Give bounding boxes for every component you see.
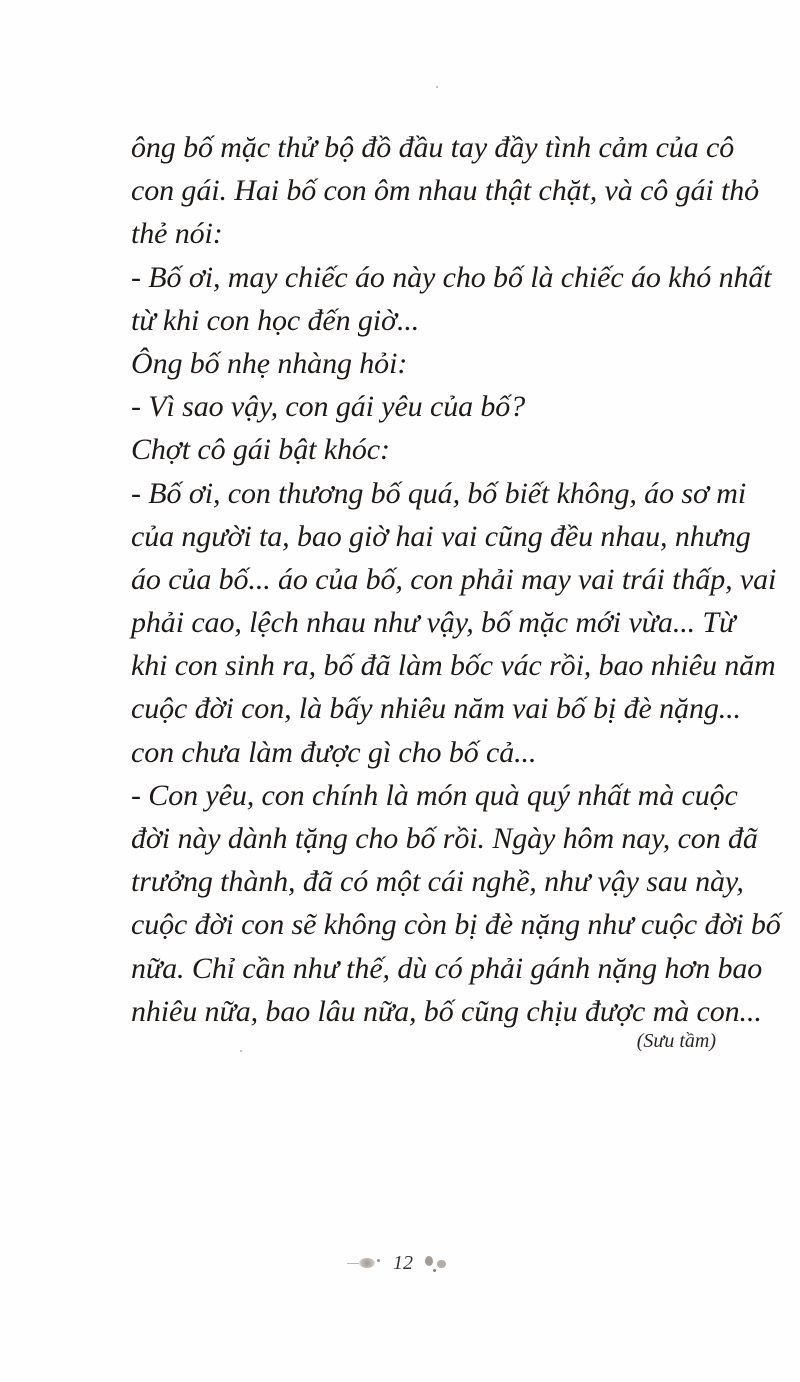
text-line: nhiêu nữa, bao lâu nữa, bố cũng chịu được mà con... (131, 994, 762, 1028)
text-line: cuộc đời con sẽ không còn bị đè nặng như cuộc đời bố (131, 908, 781, 942)
text-line: - Vì sao vậy, con gái yêu của bố? (131, 390, 526, 424)
text-line: con gái. Hai bố con ôm nhau thật chặt, và cô gái thỏ (131, 174, 760, 208)
text-line: khi con sinh ra, bố đã làm bốc vác rồi, bao nhiêu năm (131, 649, 776, 683)
text-line: ông bố mặc thử bộ đồ đầu tay đầy tình cảm của cô (131, 131, 735, 164)
text-line: phải cao, lệch nhau như vậy, bố mặc mới vừa... Từ (131, 606, 736, 640)
source-attribution: (Sưu tầm) (636, 1030, 716, 1052)
text-line: - Bố ơi, may chiếc áo này cho bố là chiếc áo khó nhất (131, 260, 772, 294)
floral-ornament-right-icon (423, 1254, 453, 1272)
text-line: - Con yêu, con chính là món quà quý nhất mà cuộc (131, 778, 738, 812)
text-line: nữa. Chỉ cần như thế, dù có phải gánh nặng hơn bao (131, 951, 763, 985)
text-line: trưởng thành, đã có một cái nghề, như vậy sau này, (131, 865, 744, 899)
page-number: 12 (393, 1251, 413, 1274)
paper-speck (436, 86, 438, 88)
text-line: của người ta, bao giờ hai vai cũng đều nhau, nhưng (131, 519, 751, 553)
text-line: đời này dành tặng cho bố rồi. Ngày hôm nay, con đã (131, 822, 758, 855)
text-line: cuộc đời con, là bấy nhiêu năm vai bố bị đè nặng... (131, 692, 741, 726)
floral-ornament-left-icon (347, 1255, 383, 1271)
text-line: con chưa làm được gì cho bố cả... (131, 735, 537, 769)
page-footer (0, 1248, 800, 1278)
text-line: áo của bố... áo của bố, con phải may vai trái thấp, vai (131, 562, 777, 596)
text-line: Chợt cô gái bật khóc: (131, 433, 390, 467)
text-line: - Bố ơi, con thương bố quá, bố biết không, áo sơ mi (131, 476, 747, 510)
body-text (131, 126, 781, 1033)
text-line: Ông bố nhẹ nhàng hỏi: (131, 346, 408, 380)
text-line: thẻ nói: (131, 217, 223, 251)
paper-speck (240, 1050, 242, 1052)
text-line: từ khi con học đến giờ... (131, 303, 420, 337)
